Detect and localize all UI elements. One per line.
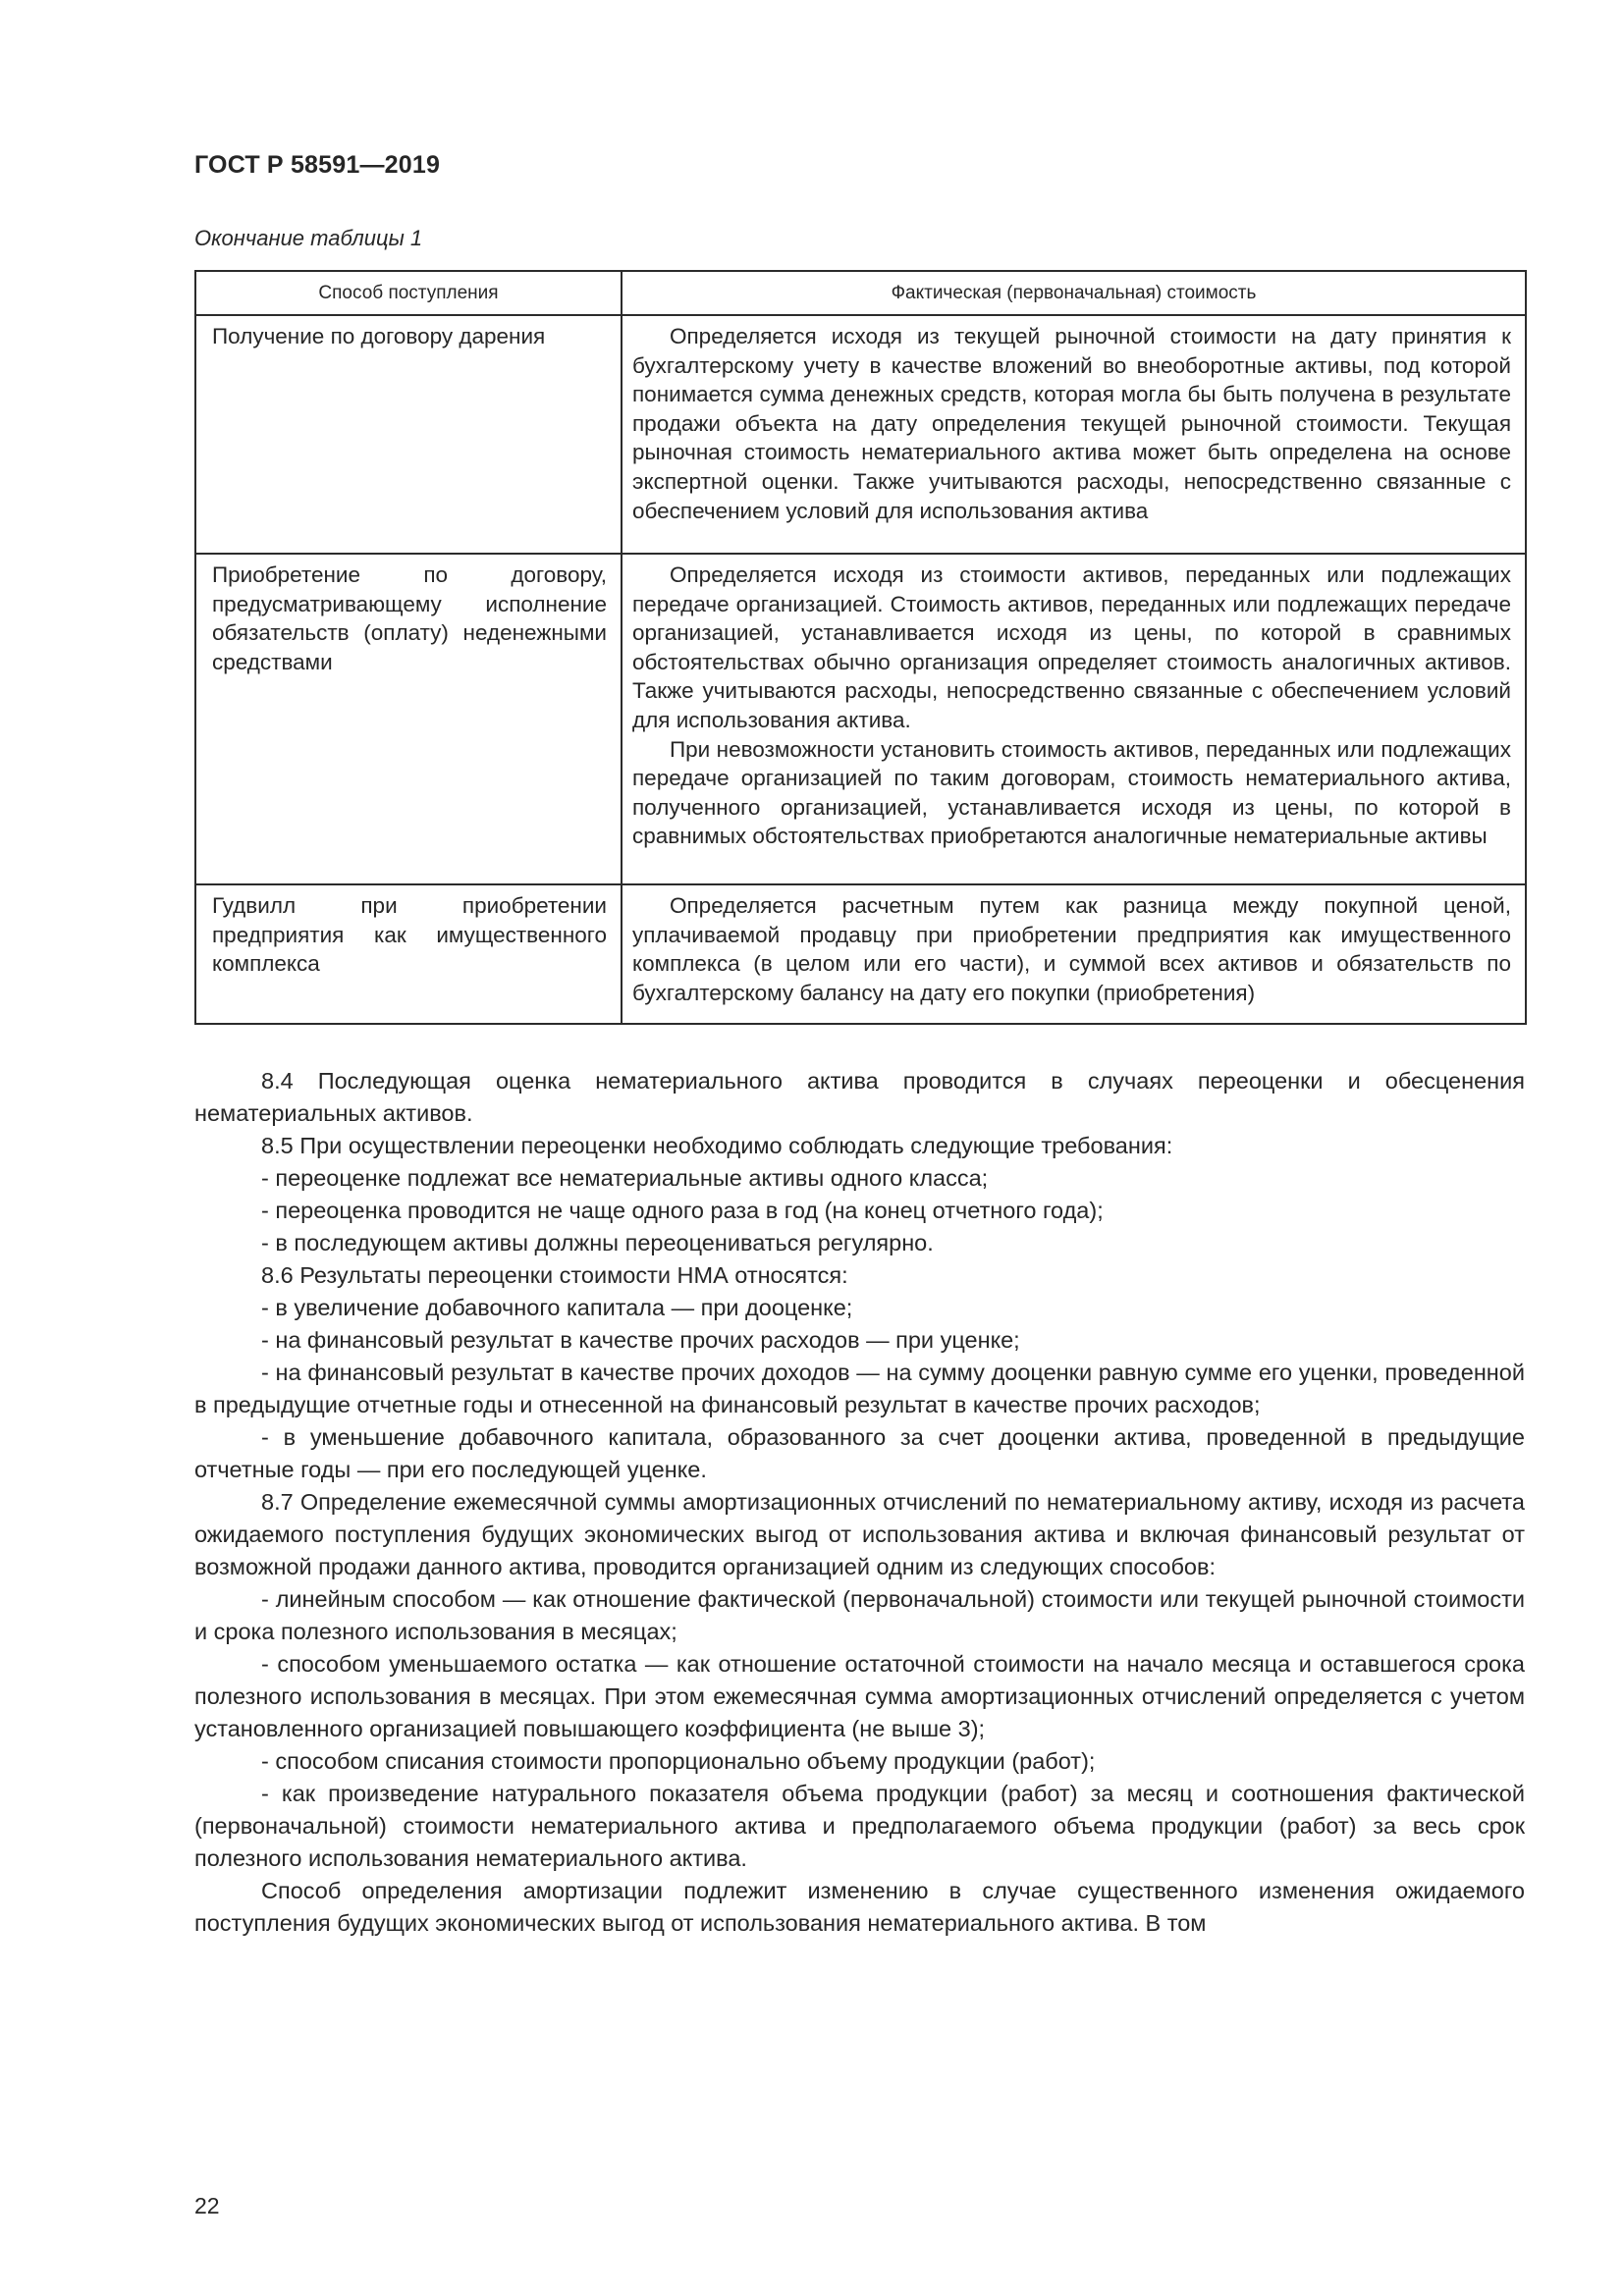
list-item: - на финансовый результат в качестве прочих расходов — при уценке; <box>261 1327 1020 1353</box>
document-header: ГОСТ Р 58591—2019 <box>194 151 441 179</box>
list-item: - на финансовый результат в качестве прочих доходов — на сумму дооценки равную сумме его уценки, проведенной в предыдущие отчетные годы и отнесенной на финансовый результат в качестве прочих расходов; <box>194 1360 1525 1417</box>
page-number: 22 <box>194 2193 220 2218</box>
paragraph: 8.5 При осуществлении переоценки необходимо соблюдать следующие требования: <box>261 1133 1173 1158</box>
column-header-cost: Фактическая (первоначальная) стоимость <box>622 271 1526 315</box>
cost-paragraph: Определяется исходя из стоимости активов, переданных или подлежащих передаче организацией. Стоимость активов, переданных или подлежащих передаче организацией, устанавливается исходя из цены, по которой в сравнимых обстоятельствах обычно организация определяет стоимость аналогичных активов. Также учитываются расходы, непосредственно связанные с обеспечением условий для использования актива. <box>632 562 1511 732</box>
body-text <box>194 1065 1525 1940</box>
paragraph: Способ определения амортизации подлежит изменению в случае существенного изменения ожидаемого поступления будущих экономических выгод от использования нематериального актива. В том <box>194 1878 1525 1936</box>
table-row <box>195 554 1526 884</box>
paragraph: 8.6 Результаты переоценки стоимости НМА относятся: <box>261 1262 848 1288</box>
cost-paragraph: При невозможности установить стоимость активов, переданных или подлежащих передаче организацией по таким договорам, стоимость нематериального актива, полученного организацией, устанавливается исходя из цены, по которой в сравнимых обстоятельствах приобретаются аналогичные нематериальные активы <box>632 736 1511 849</box>
list-item: - переоценка проводится не чаще одного раза в год (на конец отчетного года); <box>261 1198 1104 1223</box>
cost-cell <box>622 554 1526 884</box>
table-row <box>195 315 1526 554</box>
table-caption: Окончание таблицы 1 <box>194 226 423 250</box>
list-item: - линейным способом — как отношение фактической (первоначальной) стоимости или текущей рыночной стоимости и срока полезного использования в месяцах; <box>194 1586 1525 1644</box>
column-header-method: Способ поступления <box>195 271 622 315</box>
list-item: - способом уменьшаемого остатка — как отношение остаточной стоимости на начало месяца и оставшегося срока полезного использования в месяцах. При этом ежемесячная сумма амортизационных отчислений определяется с учетом установленного организацией повышающего коэффициента (не выше 3); <box>194 1651 1525 1741</box>
method-cell: Приобретение по договору, предусматривающему исполнение обязательств (оплату) неденежными средствами <box>195 554 622 884</box>
cost-table <box>194 270 1527 1025</box>
cost-paragraph: Определяется исходя из текущей рыночной стоимости на дату принятия к бухгалтерскому учету в качестве вложений во внеоборотные активы, под которой понимается сумма денежных средств, которая могла бы быть получена в результате продажи объекта на дату определения текущей рыночной стоимости. Текущая рыночная стоимость нематериального актива может быть определена на основе экспертной оценки. Также учитываются расходы, непосредственно связанные с обеспечением условий для использования актива <box>632 324 1511 523</box>
list-item: - в уменьшение добавочного капитала, образованного за счет дооценки актива, проведенной в предыдущие отчетные годы — при его последующей уценке. <box>194 1424 1525 1482</box>
cost-cell <box>622 884 1526 1024</box>
method-cell: Получение по договору дарения <box>195 315 622 554</box>
list-item: - в последующем активы должны переоцениваться регулярно. <box>261 1230 934 1255</box>
table-row <box>195 884 1526 1024</box>
cost-paragraph: Определяется расчетным путем как разница между покупной ценой, уплачиваемой продавцу при приобретении предприятия как имущественного комплекса (в целом или его части), и суммой всех активов и обязательств по бухгалтерскому балансу на дату его покупки (приобретения) <box>632 893 1511 1005</box>
paragraph: 8.7 Определение ежемесячной суммы амортизационных отчислений по нематериальному активу, исходя из расчета ожидаемого поступления будущих экономических выгод от использования актива и включая финансовый результат от возможной продажи данного актива, проводится организацией одним из следующих способов: <box>194 1489 1525 1579</box>
cost-cell <box>622 315 1526 554</box>
table-header-row <box>195 271 1526 315</box>
list-item: - способом списания стоимости пропорционально объему продукции (работ); <box>261 1748 1096 1774</box>
paragraph: 8.4 Последующая оценка нематериального актива проводится в случаях переоценки и обесценения нематериальных активов. <box>194 1068 1525 1126</box>
list-item: - как произведение натурального показателя объема продукции (работ) за месяц и соотношения фактической (первоначальной) стоимости нематериального актива и предполагаемого объема продукции (работ) за весь срок полезного использования нематериального актива. <box>194 1781 1525 1871</box>
list-item: - переоценке подлежат все нематериальные активы одного класса; <box>261 1165 989 1191</box>
list-item: - в увеличение добавочного капитала — при дооценке; <box>261 1295 853 1320</box>
method-cell: Гудвилл при приобретении предприятия как имущественного комплекса <box>195 884 622 1024</box>
